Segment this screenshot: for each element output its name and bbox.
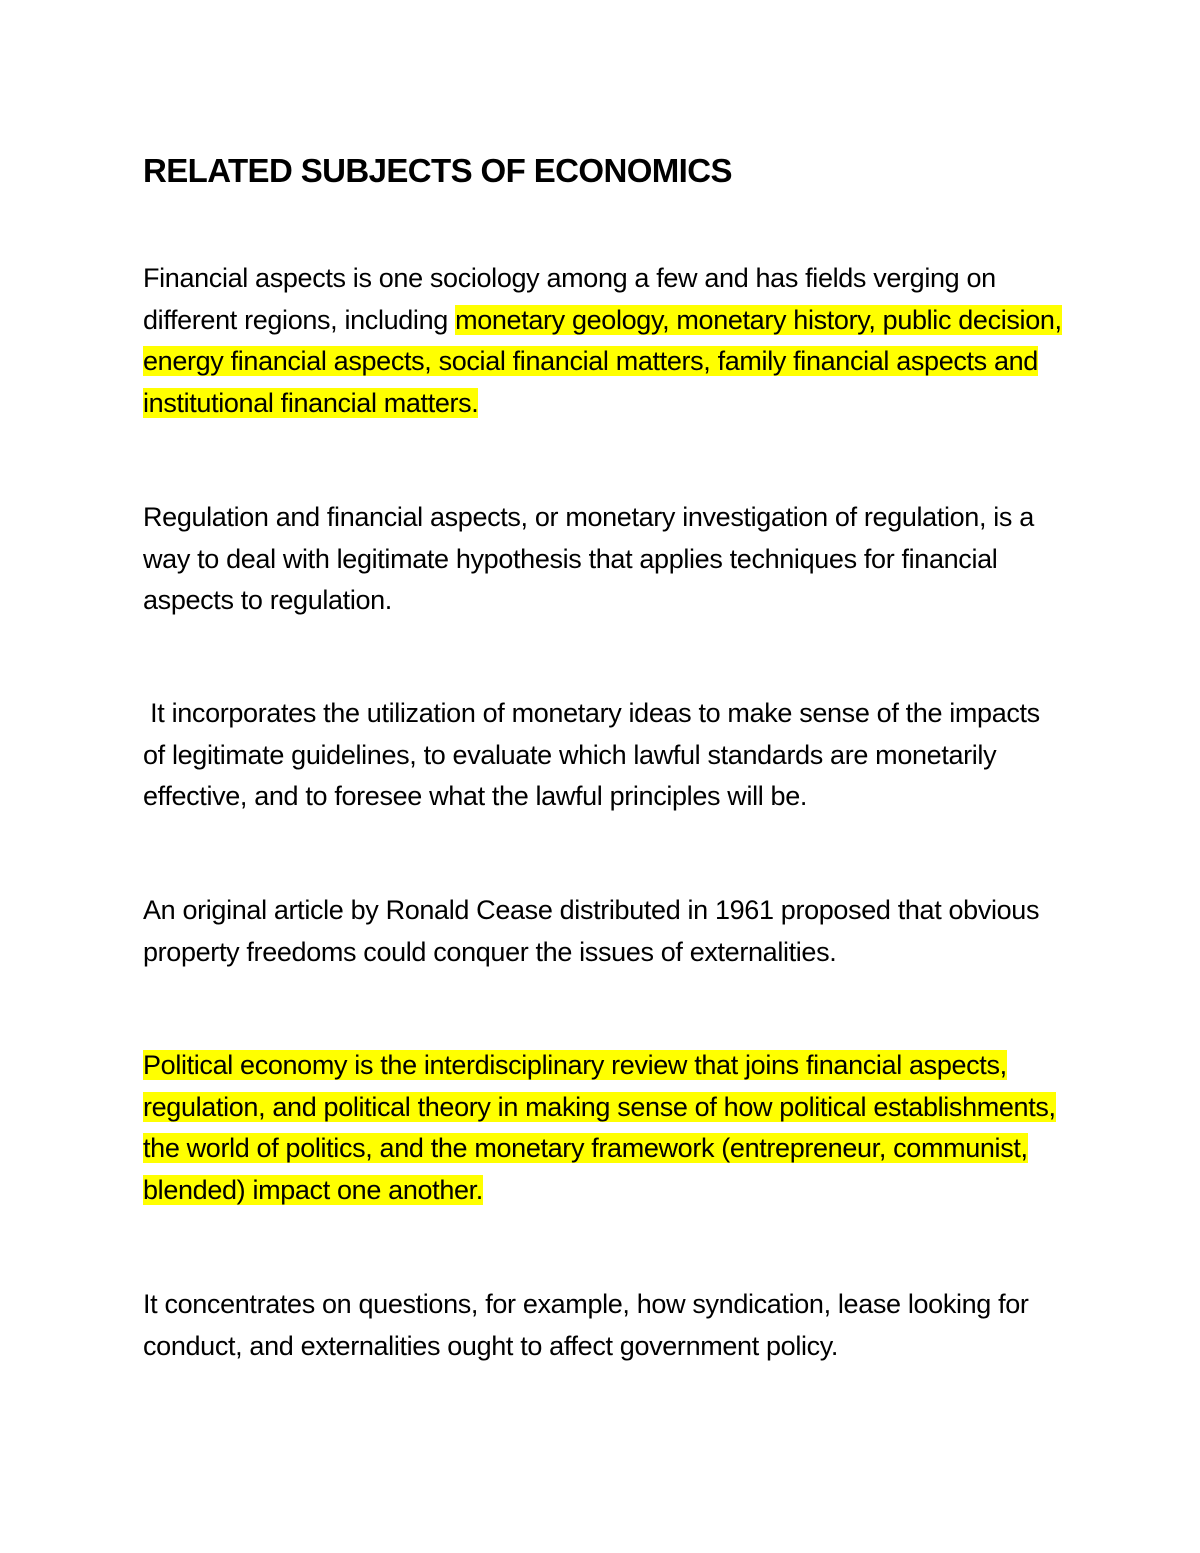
paragraph-3 — [143, 693, 1063, 818]
paragraph-1-highlight: monetary geology, monetary history, public decision, energy financial aspects, social financial matters, family financial aspects and institutional financial matters. — [143, 304, 1062, 418]
paragraph-5 — [143, 1045, 1063, 1211]
paragraph-1 — [143, 258, 1063, 424]
paragraph-6 — [143, 1284, 1063, 1367]
paragraph-2-text: Regulation and financial aspects, or monetary investigation of regulation, is a way to deal with legitimate hypothesis that applies techniques for financial aspects to regulation. — [143, 502, 1034, 615]
paragraph-2 — [143, 497, 1063, 622]
paragraph-4-text: An original article by Ronald Cease distributed in 1961 proposed that obvious property freedoms could conquer the issues of externalities. — [143, 895, 1040, 967]
paragraph-3-text: It incorporates the utilization of monetary ideas to make sense of the impacts of legitimate guidelines, to evaluate which lawful standards are monetarily effective, and to foresee what the lawful principles will be. — [143, 698, 1047, 811]
paragraph-5-highlight: Political economy is the interdisciplinary review that joins financial aspects, regulation, and political theory in making sense of how political establishments, the world of politics, and the monetary framework (entrepreneur, communist, blended) impact one another. — [143, 1050, 1056, 1205]
paragraph-1-text: Financial aspects is one sociology among a few and has fields verging on different regions, including — [143, 263, 996, 335]
document-title: RELATED SUBJECTS OF ECONOMICS — [143, 152, 732, 189]
paragraph-6-text: It concentrates on questions, for example, how syndication, lease looking for conduct, and externalities ought to affect government policy. — [143, 1289, 1029, 1361]
paragraph-4 — [143, 890, 1063, 973]
